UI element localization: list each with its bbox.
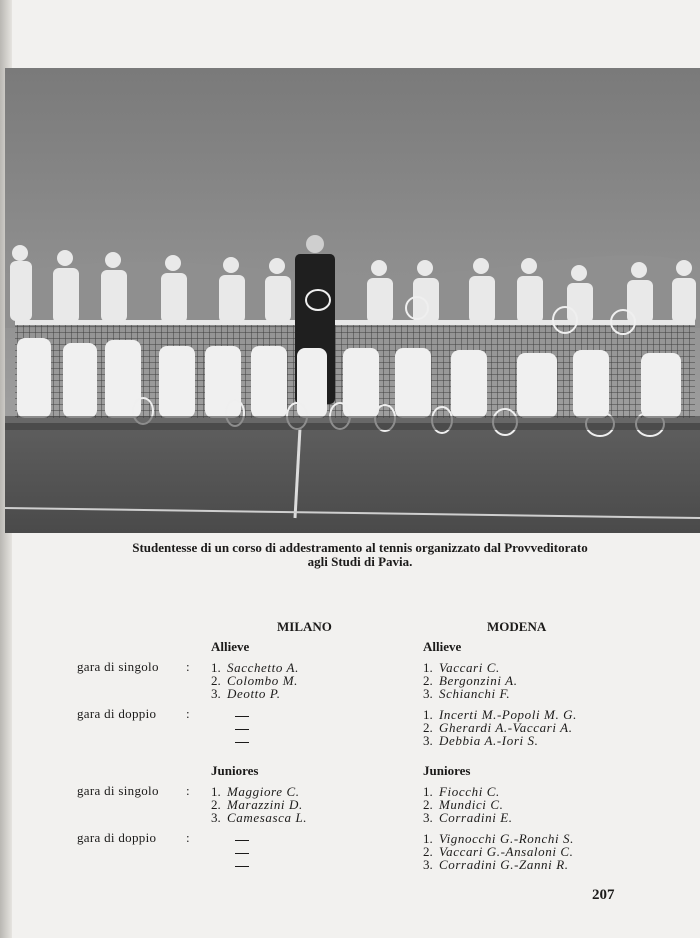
empty-dash <box>216 721 249 734</box>
caption-line-1: Studentesse di un corso di addestramento al tennis organizzato dal Provveditorato <box>132 540 588 555</box>
milano-allieve-doppio-list <box>216 708 249 747</box>
list-item: 3. Camesasca L. <box>211 810 308 825</box>
modena-allieve-singolo-list <box>423 661 518 700</box>
empty-dash <box>216 734 249 747</box>
team-photo-image <box>5 68 700 533</box>
list-item: 2. Colombo M. <box>211 673 298 688</box>
milano-juniores-doppio-list <box>216 832 249 871</box>
empty-dash <box>216 858 249 871</box>
list-item: 1. Sacchetto A. <box>211 660 299 675</box>
list-item: 2. Mundici C. <box>423 797 504 812</box>
list-item: 1. Maggiore C. <box>211 784 300 799</box>
list-item: 3. Deotto P. <box>211 686 281 701</box>
modena-juniores-singolo-list <box>423 785 513 824</box>
photo-caption <box>40 541 680 569</box>
list-item: 3. Corradini G.-Zanni R. <box>423 857 569 872</box>
list-item: 1. Fiocchi C. <box>423 784 500 799</box>
event-singolo-allieve <box>77 659 190 675</box>
page-number: 207 <box>592 887 615 903</box>
event-label: gara di doppio <box>77 706 157 721</box>
list-item: 2. Marazzini D. <box>211 797 303 812</box>
empty-dash <box>216 845 249 858</box>
empty-dash <box>216 708 249 721</box>
category-allieve-modena: Allieve <box>423 639 462 654</box>
list-item: 3. Debbia A.-Iori S. <box>423 733 539 748</box>
event-colon: : <box>186 783 190 798</box>
modena-allieve-doppio-list <box>423 708 577 747</box>
list-item: 1. Vignocchi G.-Ronchi S. <box>423 831 574 846</box>
event-label: gara di doppio <box>77 830 157 845</box>
list-item: 1. Vaccari C. <box>423 660 500 675</box>
list-item: 2. Vaccari G.-Ansaloni C. <box>423 844 574 859</box>
list-item: 3. Schianchi F. <box>423 686 511 701</box>
milano-allieve-singolo-list <box>211 661 299 700</box>
milano-juniores-singolo-list <box>211 785 307 824</box>
category-juniores-milano: Juniores <box>211 763 259 778</box>
category-allieve-milano: Allieve <box>211 639 250 654</box>
header-milano: MILANO <box>277 619 332 634</box>
event-label: gara di singolo <box>77 659 159 674</box>
list-item: 3. Corradini E. <box>423 810 513 825</box>
team-photo <box>5 68 700 533</box>
list-item: 2. Gherardi A.-Vaccari A. <box>423 720 573 735</box>
empty-dash <box>216 832 249 845</box>
caption-line-2: agli Studi di Pavia. <box>307 554 413 569</box>
event-doppio-juniores <box>77 830 190 846</box>
event-doppio-allieve <box>77 706 190 722</box>
event-colon: : <box>186 706 190 721</box>
category-juniores-modena: Juniores <box>423 763 471 778</box>
event-label: gara di singolo <box>77 783 159 798</box>
event-colon: : <box>186 659 190 674</box>
event-singolo-juniores <box>77 783 190 799</box>
event-colon: : <box>186 830 190 845</box>
modena-juniores-doppio-list <box>423 832 574 871</box>
list-item: 1. Incerti M.-Popoli M. G. <box>423 707 577 722</box>
list-item: 2. Bergonzini A. <box>423 673 518 688</box>
header-modena: MODENA <box>487 619 547 634</box>
